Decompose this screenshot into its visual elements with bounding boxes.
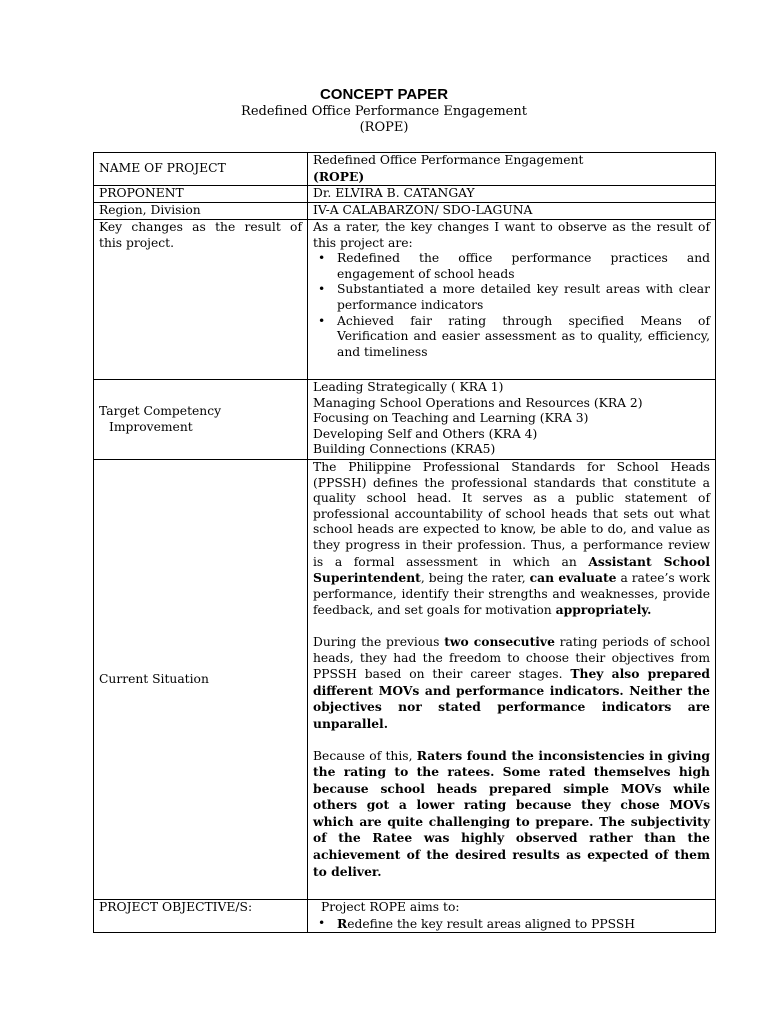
situation-paragraph-2: [313, 634, 710, 733]
label-target-competency: [94, 380, 308, 460]
value-target-competency: [308, 380, 716, 460]
value-project-objective: [308, 900, 716, 933]
text-span: During the previous: [313, 634, 445, 649]
value-region: IV-A CALABARZON/ SDO-LAGUNA: [308, 203, 716, 220]
row-current-situation: [94, 460, 716, 900]
key-change-item: • Redefined the office performance practices and engagement of school heads: [337, 251, 710, 282]
text-span-bold: two consecutive: [444, 633, 555, 649]
row-proponent: [94, 186, 716, 203]
label-proponent: PROPONENT: [94, 186, 308, 203]
text-span: The Philippine Professional Standards for School Heads (PPSSH) defines the professional standards that constitute a quality school head. It serves as a public statement of professional accountability of school heads that sets out what school heads are expected to know, be able to do, and value as they progress in their profession. Thus, a performance review is a formal assessment in which an: [313, 460, 710, 569]
kra-item: Managing School Operations and Resources (KRA 2): [313, 395, 643, 410]
row-key-changes: [94, 220, 716, 380]
label-name-of-project: NAME OF PROJECT: [94, 153, 308, 186]
text-span: , being the rater,: [420, 571, 530, 586]
kra-item: Focusing on Teaching and Learning (KRA 3): [313, 411, 589, 426]
text-span: rating periods of school heads, they had the freedom to choose their objectives from PPSSH based on their career stages.: [313, 634, 711, 682]
situation-paragraph-1: [313, 460, 710, 619]
label-key-changes: Key changes as the result of this project.: [94, 220, 308, 380]
project-abbreviation: (ROPE): [313, 168, 365, 184]
label-project-objective: PROJECT OBJECTIVE/S:: [94, 900, 308, 933]
value-key-changes: [308, 220, 716, 380]
row-region: [94, 203, 716, 220]
kra-item: Building Connections (KRA5): [313, 442, 496, 457]
text-span: a ratee’s work performance, identify their strengths and weaknesses, provide feedback, and set goals for motivation: [313, 571, 710, 618]
text-span-bold: Raters found the inconsistencies in giving the rating to the ratees. Some rated themselves high because school heads prepared simple MOVs while others got a lower rating because they chose MOVs which are quite challenging to prepare. The subjectivity of the Ratee was highly observed rather than the achievement of the desired results as expected of them to deliver.: [313, 747, 711, 879]
situation-paragraph-3: [313, 748, 710, 881]
text-span: Because of this,: [313, 748, 417, 763]
key-changes-intro: As a rater, the key changes I want to observe as the result of this project are:: [313, 220, 710, 250]
value-name-of-project: [308, 153, 716, 186]
text-span: edefine the key result areas aligned to PPSSH: [347, 916, 636, 931]
objective-item: [337, 916, 710, 933]
label-region: Region, Division: [94, 203, 308, 220]
row-project-objective: [94, 900, 716, 933]
row-name-of-project: [94, 153, 716, 186]
key-change-item: • Achieved fair rating through specified Means of Verification and easier assessment as to quality, efficiency, and timeliness: [337, 314, 710, 361]
text-span-bold: Assistant School Superintendent: [313, 553, 710, 586]
kra-item: Developing Self and Others (KRA 4): [313, 426, 538, 441]
project-name: Redefined Office Performance Engagement: [313, 153, 584, 167]
label-current-situation: Current Situation: [94, 460, 308, 900]
value-current-situation: [308, 460, 716, 900]
text-span-bold: They also prepared different MOVs and performance indicators. Neither the objectives nor stated performance indicators are unparallel.: [313, 666, 710, 731]
key-change-item: • Substantiated a more detailed key result areas with clear performance indicators: [337, 282, 710, 313]
objective-intro: Project ROPE aims to:: [321, 900, 460, 914]
document-subtitle: Redefined Office Performance Engagement: [241, 104, 527, 119]
text-span-bold: appropriately.: [555, 602, 652, 618]
competency-label-line2: Improvement: [109, 419, 193, 434]
key-changes-list: [313, 251, 710, 360]
document-title: CONCEPT PAPER: [319, 86, 449, 103]
text-span-bold: R: [337, 915, 348, 931]
document-abbreviation: (ROPE): [359, 120, 409, 135]
concept-table: [93, 152, 716, 933]
kra-item: Leading Strategically ( KRA 1): [313, 380, 504, 394]
value-proponent: Dr. ELVIRA B. CATANGAY: [308, 186, 716, 203]
text-span-bold: can evaluate: [529, 570, 617, 586]
objective-list: [313, 916, 710, 933]
row-target-competency: [94, 380, 716, 460]
competency-label-line1: Target Competency: [99, 403, 222, 418]
